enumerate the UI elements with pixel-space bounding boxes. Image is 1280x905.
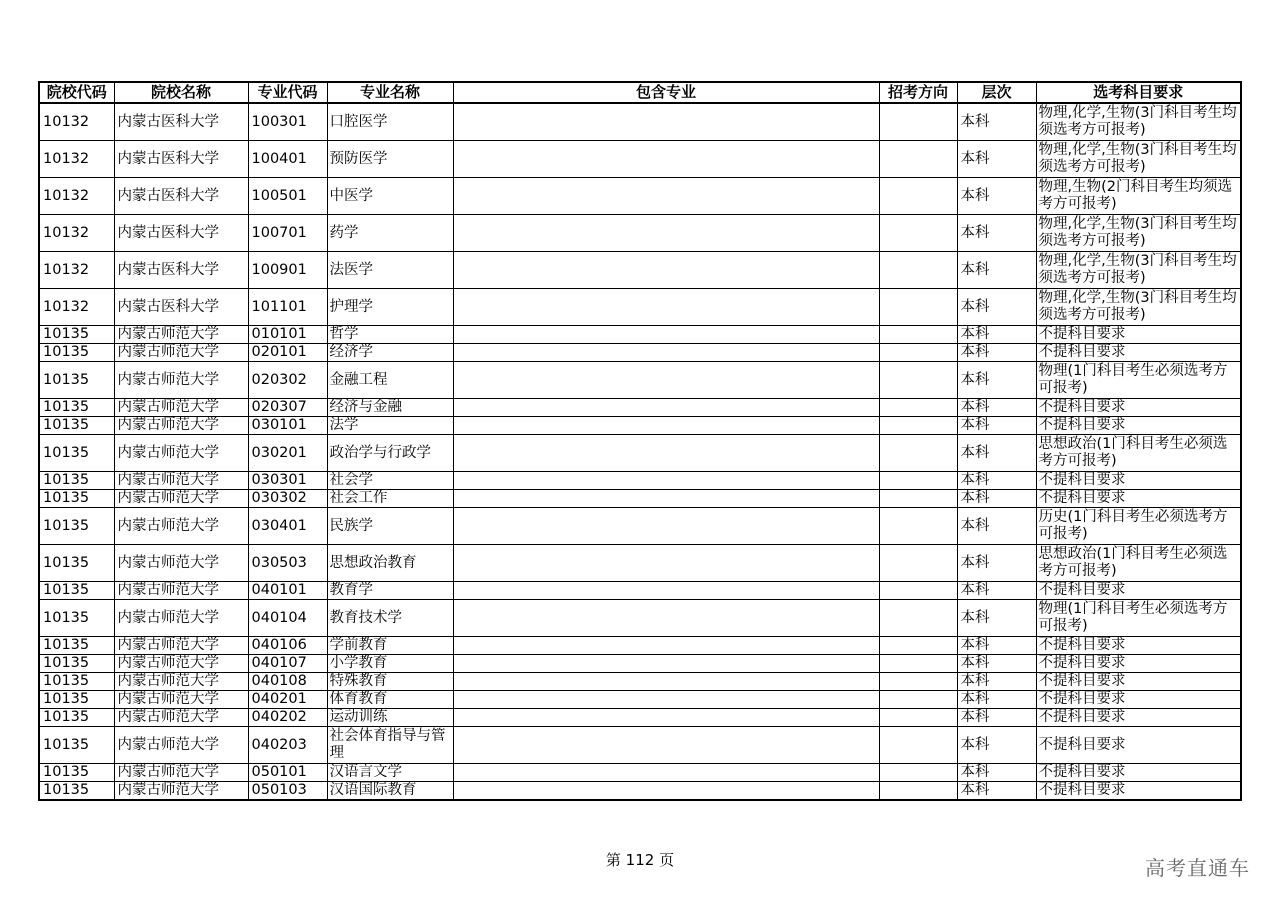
cell-included-majors — [453, 673, 879, 691]
cell-included-majors — [453, 141, 879, 178]
cell-subject-requirement: 不提科目要求 — [1036, 472, 1241, 490]
cell-major-name: 经济与金融 — [327, 399, 453, 417]
cell-school-code: 10132 — [39, 178, 114, 215]
cell-major-code: 040202 — [248, 709, 327, 727]
cell-major-name: 预防医学 — [327, 141, 453, 178]
cell-included-majors — [453, 178, 879, 215]
cell-major-code: 040201 — [248, 691, 327, 709]
cell-level: 本科 — [957, 673, 1036, 691]
cell-major-code: 040104 — [248, 600, 327, 637]
table-row — [39, 472, 1241, 490]
header-school-name: 院校名称 — [114, 82, 248, 103]
cell-major-name: 教育技术学 — [327, 600, 453, 637]
cell-major-code: 030503 — [248, 545, 327, 582]
cell-level: 本科 — [957, 435, 1036, 472]
header-included-majors: 包含专业 — [453, 82, 879, 103]
cell-school-code: 10135 — [39, 545, 114, 582]
cell-school-name: 内蒙古医科大学 — [114, 252, 248, 289]
cell-subject-requirement: 不提科目要求 — [1036, 691, 1241, 709]
cell-subject-requirement: 物理,化学,生物(3门科目考生均须选考方可报考) — [1036, 141, 1241, 178]
cell-included-majors — [453, 545, 879, 582]
cell-direction — [879, 417, 957, 435]
cell-included-majors — [453, 709, 879, 727]
cell-included-majors — [453, 399, 879, 417]
cell-school-code: 10132 — [39, 103, 114, 141]
cell-major-name: 法学 — [327, 417, 453, 435]
cell-level: 本科 — [957, 417, 1036, 435]
cell-subject-requirement: 不提科目要求 — [1036, 344, 1241, 362]
cell-school-code: 10135 — [39, 600, 114, 637]
cell-school-code: 10135 — [39, 655, 114, 673]
cell-school-name: 内蒙古师范大学 — [114, 399, 248, 417]
cell-subject-requirement: 不提科目要求 — [1036, 673, 1241, 691]
cell-included-majors — [453, 782, 879, 801]
cell-major-name: 法医学 — [327, 252, 453, 289]
cell-direction — [879, 490, 957, 508]
cell-level: 本科 — [957, 141, 1036, 178]
cell-level: 本科 — [957, 399, 1036, 417]
cell-school-name: 内蒙古师范大学 — [114, 417, 248, 435]
cell-major-name: 运动训练 — [327, 709, 453, 727]
cell-major-name: 经济学 — [327, 344, 453, 362]
cell-school-name: 内蒙古师范大学 — [114, 435, 248, 472]
cell-major-code: 040106 — [248, 637, 327, 655]
cell-subject-requirement: 思想政治(1门科目考生必须选考方可报考) — [1036, 545, 1241, 582]
cell-major-code: 010101 — [248, 326, 327, 344]
cell-direction — [879, 141, 957, 178]
cell-included-majors — [453, 508, 879, 545]
cell-major-name: 民族学 — [327, 508, 453, 545]
cell-major-code: 101101 — [248, 289, 327, 326]
table-row — [39, 709, 1241, 727]
cell-school-name: 内蒙古医科大学 — [114, 141, 248, 178]
table-row — [39, 344, 1241, 362]
table-row — [39, 673, 1241, 691]
cell-school-code: 10135 — [39, 417, 114, 435]
cell-subject-requirement: 不提科目要求 — [1036, 655, 1241, 673]
cell-school-name: 内蒙古师范大学 — [114, 472, 248, 490]
cell-subject-requirement: 思想政治(1门科目考生必须选考方可报考) — [1036, 435, 1241, 472]
cell-school-code: 10135 — [39, 344, 114, 362]
header-major-name: 专业名称 — [327, 82, 453, 103]
cell-school-name: 内蒙古医科大学 — [114, 103, 248, 141]
cell-subject-requirement: 不提科目要求 — [1036, 326, 1241, 344]
cell-major-code: 040203 — [248, 727, 327, 764]
table-row — [39, 417, 1241, 435]
table-row — [39, 435, 1241, 472]
cell-school-code: 10135 — [39, 637, 114, 655]
cell-school-code: 10135 — [39, 472, 114, 490]
cell-direction — [879, 362, 957, 399]
cell-included-majors — [453, 417, 879, 435]
cell-major-code: 030101 — [248, 417, 327, 435]
cell-direction — [879, 215, 957, 252]
cell-level: 本科 — [957, 215, 1036, 252]
cell-direction — [879, 103, 957, 141]
watermark: 高考直通车 — [1145, 856, 1250, 880]
cell-direction — [879, 344, 957, 362]
cell-major-code: 030201 — [248, 435, 327, 472]
cell-school-name: 内蒙古医科大学 — [114, 289, 248, 326]
cell-major-name: 社会体育指导与管理 — [327, 727, 453, 764]
cell-level: 本科 — [957, 709, 1036, 727]
cell-level: 本科 — [957, 252, 1036, 289]
cell-major-code: 030301 — [248, 472, 327, 490]
table-row — [39, 637, 1241, 655]
cell-major-name: 教育学 — [327, 582, 453, 600]
cell-subject-requirement: 物理,化学,生物(3门科目考生均须选考方可报考) — [1036, 252, 1241, 289]
cell-school-name: 内蒙古师范大学 — [114, 545, 248, 582]
cell-school-code: 10132 — [39, 141, 114, 178]
cell-major-name: 政治学与行政学 — [327, 435, 453, 472]
table-row — [39, 600, 1241, 637]
table-row — [39, 178, 1241, 215]
cell-level: 本科 — [957, 764, 1036, 782]
cell-subject-requirement: 不提科目要求 — [1036, 727, 1241, 764]
cell-major-code: 020307 — [248, 399, 327, 417]
cell-included-majors — [453, 637, 879, 655]
cell-included-majors — [453, 362, 879, 399]
cell-subject-requirement: 物理,生物(2门科目考生均须选考方可报考) — [1036, 178, 1241, 215]
cell-subject-requirement: 物理,化学,生物(3门科目考生均须选考方可报考) — [1036, 289, 1241, 326]
cell-school-name: 内蒙古师范大学 — [114, 691, 248, 709]
cell-school-name: 内蒙古医科大学 — [114, 215, 248, 252]
cell-level: 本科 — [957, 637, 1036, 655]
cell-school-name: 内蒙古师范大学 — [114, 344, 248, 362]
table-row — [39, 655, 1241, 673]
table-row — [39, 289, 1241, 326]
cell-included-majors — [453, 582, 879, 600]
cell-school-code: 10135 — [39, 326, 114, 344]
cell-level: 本科 — [957, 490, 1036, 508]
header-subject-requirement: 选考科目要求 — [1036, 82, 1241, 103]
cell-subject-requirement: 不提科目要求 — [1036, 399, 1241, 417]
cell-direction — [879, 782, 957, 801]
cell-subject-requirement: 不提科目要求 — [1036, 782, 1241, 801]
cell-major-name: 哲学 — [327, 326, 453, 344]
cell-level: 本科 — [957, 582, 1036, 600]
cell-school-name: 内蒙古师范大学 — [114, 582, 248, 600]
cell-school-code: 10135 — [39, 764, 114, 782]
cell-major-name: 社会学 — [327, 472, 453, 490]
cell-level: 本科 — [957, 727, 1036, 764]
cell-major-name: 学前教育 — [327, 637, 453, 655]
cell-school-code: 10132 — [39, 215, 114, 252]
cell-level: 本科 — [957, 655, 1036, 673]
cell-subject-requirement: 不提科目要求 — [1036, 582, 1241, 600]
cell-included-majors — [453, 691, 879, 709]
cell-school-code: 10135 — [39, 709, 114, 727]
cell-school-name: 内蒙古医科大学 — [114, 178, 248, 215]
cell-subject-requirement: 物理(1门科目考生必须选考方可报考) — [1036, 362, 1241, 399]
cell-level: 本科 — [957, 782, 1036, 801]
cell-major-code: 050101 — [248, 764, 327, 782]
cell-school-name: 内蒙古师范大学 — [114, 655, 248, 673]
cell-level: 本科 — [957, 600, 1036, 637]
table-row — [39, 764, 1241, 782]
table-row — [39, 103, 1241, 141]
cell-included-majors — [453, 764, 879, 782]
cell-major-name: 药学 — [327, 215, 453, 252]
cell-school-code: 10135 — [39, 508, 114, 545]
cell-major-code: 020101 — [248, 344, 327, 362]
cell-included-majors — [453, 326, 879, 344]
cell-school-code: 10135 — [39, 435, 114, 472]
cell-direction — [879, 289, 957, 326]
cell-school-code: 10135 — [39, 490, 114, 508]
cell-subject-requirement: 不提科目要求 — [1036, 637, 1241, 655]
cell-direction — [879, 582, 957, 600]
cell-subject-requirement: 物理,化学,生物(3门科目考生均须选考方可报考) — [1036, 103, 1241, 141]
cell-direction — [879, 326, 957, 344]
cell-major-code: 030302 — [248, 490, 327, 508]
cell-major-code: 040101 — [248, 582, 327, 600]
cell-level: 本科 — [957, 545, 1036, 582]
cell-level: 本科 — [957, 326, 1036, 344]
header-row — [39, 82, 1241, 103]
cell-major-code: 100401 — [248, 141, 327, 178]
cell-level: 本科 — [957, 178, 1036, 215]
cell-school-code: 10135 — [39, 673, 114, 691]
table-row — [39, 326, 1241, 344]
cell-direction — [879, 691, 957, 709]
cell-subject-requirement: 物理,化学,生物(3门科目考生均须选考方可报考) — [1036, 215, 1241, 252]
table-row — [39, 691, 1241, 709]
cell-school-name: 内蒙古师范大学 — [114, 764, 248, 782]
cell-major-code: 100701 — [248, 215, 327, 252]
cell-major-name: 社会工作 — [327, 490, 453, 508]
table-row — [39, 727, 1241, 764]
cell-major-name: 护理学 — [327, 289, 453, 326]
cell-included-majors — [453, 472, 879, 490]
table-row — [39, 399, 1241, 417]
cell-major-name: 金融工程 — [327, 362, 453, 399]
table-row — [39, 782, 1241, 801]
table-row — [39, 582, 1241, 600]
cell-subject-requirement: 不提科目要求 — [1036, 490, 1241, 508]
cell-direction — [879, 508, 957, 545]
cell-direction — [879, 673, 957, 691]
cell-subject-requirement: 不提科目要求 — [1036, 709, 1241, 727]
cell-included-majors — [453, 655, 879, 673]
cell-major-code: 100301 — [248, 103, 327, 141]
cell-major-code: 100901 — [248, 252, 327, 289]
table-row — [39, 362, 1241, 399]
cell-included-majors — [453, 727, 879, 764]
cell-major-code: 040108 — [248, 673, 327, 691]
cell-major-code: 030401 — [248, 508, 327, 545]
cell-major-name: 汉语言文学 — [327, 764, 453, 782]
table-body — [39, 103, 1241, 800]
cell-major-name: 口腔医学 — [327, 103, 453, 141]
table-row — [39, 215, 1241, 252]
cell-direction — [879, 655, 957, 673]
page-number: 第 112 页 — [605, 851, 675, 869]
cell-level: 本科 — [957, 691, 1036, 709]
cell-direction — [879, 764, 957, 782]
cell-subject-requirement: 不提科目要求 — [1036, 417, 1241, 435]
header-school-code: 院校代码 — [39, 82, 114, 103]
cell-school-code: 10135 — [39, 782, 114, 801]
cell-major-name: 小学教育 — [327, 655, 453, 673]
table-row — [39, 508, 1241, 545]
cell-included-majors — [453, 289, 879, 326]
cell-school-name: 内蒙古师范大学 — [114, 508, 248, 545]
cell-school-code: 10135 — [39, 582, 114, 600]
cell-school-name: 内蒙古师范大学 — [114, 362, 248, 399]
cell-school-name: 内蒙古师范大学 — [114, 782, 248, 801]
cell-direction — [879, 472, 957, 490]
cell-direction — [879, 545, 957, 582]
cell-included-majors — [453, 344, 879, 362]
header-level: 层次 — [957, 82, 1036, 103]
cell-included-majors — [453, 215, 879, 252]
cell-major-name: 中医学 — [327, 178, 453, 215]
cell-direction — [879, 252, 957, 289]
cell-level: 本科 — [957, 508, 1036, 545]
cell-direction — [879, 709, 957, 727]
cell-major-name: 思想政治教育 — [327, 545, 453, 582]
cell-subject-requirement: 历史(1门科目考生必须选考方可报考) — [1036, 508, 1241, 545]
cell-school-code: 10135 — [39, 362, 114, 399]
cell-major-name: 特殊教育 — [327, 673, 453, 691]
header-direction: 招考方向 — [879, 82, 957, 103]
cell-included-majors — [453, 600, 879, 637]
cell-school-name: 内蒙古师范大学 — [114, 490, 248, 508]
cell-direction — [879, 600, 957, 637]
admission-requirements-table — [38, 81, 1242, 801]
cell-level: 本科 — [957, 103, 1036, 141]
cell-school-code: 10135 — [39, 727, 114, 764]
cell-major-code: 040107 — [248, 655, 327, 673]
cell-school-name: 内蒙古师范大学 — [114, 637, 248, 655]
cell-school-name: 内蒙古师范大学 — [114, 709, 248, 727]
cell-major-name: 体育教育 — [327, 691, 453, 709]
table-row — [39, 252, 1241, 289]
cell-level: 本科 — [957, 472, 1036, 490]
cell-direction — [879, 178, 957, 215]
cell-major-name: 汉语国际教育 — [327, 782, 453, 801]
cell-level: 本科 — [957, 344, 1036, 362]
cell-included-majors — [453, 490, 879, 508]
table-row — [39, 141, 1241, 178]
cell-level: 本科 — [957, 289, 1036, 326]
cell-direction — [879, 727, 957, 764]
cell-major-code: 020302 — [248, 362, 327, 399]
cell-major-code: 100501 — [248, 178, 327, 215]
cell-school-name: 内蒙古师范大学 — [114, 326, 248, 344]
cell-school-name: 内蒙古师范大学 — [114, 727, 248, 764]
cell-included-majors — [453, 103, 879, 141]
cell-included-majors — [453, 252, 879, 289]
cell-school-name: 内蒙古师范大学 — [114, 673, 248, 691]
cell-subject-requirement: 不提科目要求 — [1036, 764, 1241, 782]
table-row — [39, 490, 1241, 508]
cell-direction — [879, 399, 957, 417]
cell-major-code: 050103 — [248, 782, 327, 801]
cell-level: 本科 — [957, 362, 1036, 399]
cell-school-code: 10135 — [39, 399, 114, 417]
cell-school-code: 10135 — [39, 691, 114, 709]
cell-school-code: 10132 — [39, 252, 114, 289]
cell-direction — [879, 435, 957, 472]
table-row — [39, 545, 1241, 582]
cell-school-name: 内蒙古师范大学 — [114, 600, 248, 637]
cell-school-code: 10132 — [39, 289, 114, 326]
cell-direction — [879, 637, 957, 655]
cell-included-majors — [453, 435, 879, 472]
cell-subject-requirement: 物理(1门科目考生必须选考方可报考) — [1036, 600, 1241, 637]
header-major-code: 专业代码 — [248, 82, 327, 103]
